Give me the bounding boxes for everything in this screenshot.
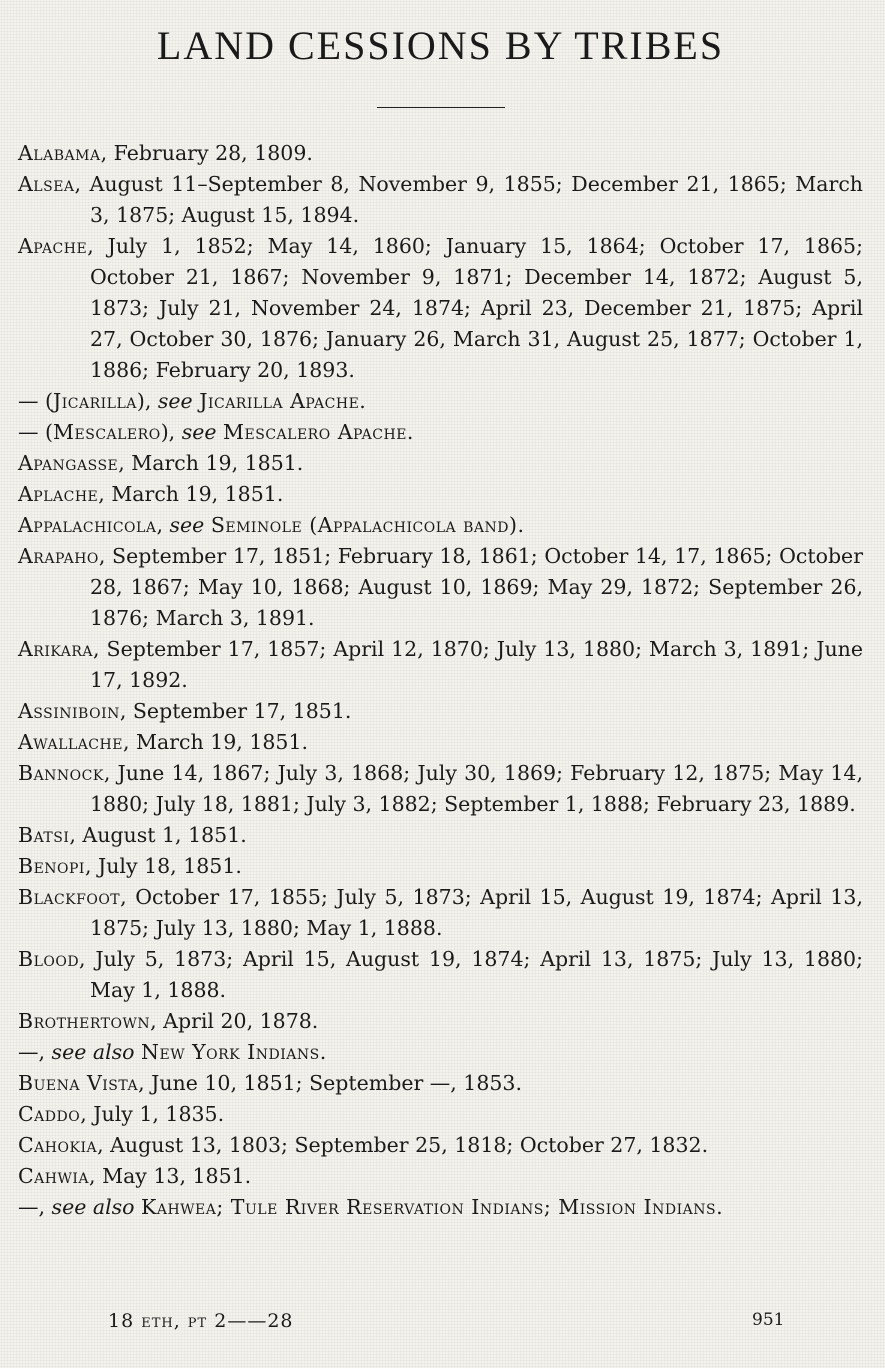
tribe-name: Cahokia (18, 1133, 98, 1157)
tribe-name: Assiniboin (18, 699, 120, 723)
entry (18, 1130, 863, 1161)
tribe-name: Arikara (18, 637, 94, 661)
tribe-name: Arapaho (18, 544, 99, 568)
cession-dates: , May 13, 1851. (89, 1164, 252, 1188)
cession-dates: , October 17, 1855; July 5, 1873; April 15, August 19, 1874; April 13, 1875; July 13, 1880; May 1, 1888. (90, 885, 863, 940)
tribe-name: Caddo (18, 1102, 81, 1126)
entry-dash: — ( (18, 420, 54, 444)
cession-dates: . (359, 389, 366, 413)
tribe-name: Buena Vista (18, 1071, 139, 1095)
tribe-name: Apache (18, 234, 88, 258)
entry (18, 448, 863, 479)
tribe-name: Benopi (18, 854, 85, 878)
tribe-name: Apangasse (18, 451, 119, 475)
entry (18, 169, 863, 231)
cession-dates: , June 10, 1851; September —, 1853. (138, 1071, 522, 1095)
entry-dash: — ( (18, 389, 54, 413)
tribe-name: Blackfoot (18, 885, 121, 909)
tribe-name: Alabama (18, 141, 101, 165)
cession-dates: , July 18, 1851. (84, 854, 242, 878)
entry (18, 1006, 863, 1037)
cession-dates: , April 20, 1878. (150, 1009, 319, 1033)
cession-dates: , September 17, 1857; April 12, 1870; July 13, 1880; March 3, 1891; June 17, 1892. (90, 637, 863, 692)
entry (18, 634, 863, 696)
cession-dates: , March 19, 1851. (118, 451, 304, 475)
tribe-name: Brothertown (18, 1009, 151, 1033)
cession-dates: , February 28, 1809. (100, 141, 313, 165)
entry (18, 820, 863, 851)
entry-list (18, 138, 863, 1223)
entry (18, 417, 863, 448)
see-reference: see (157, 389, 193, 413)
cross-reference: Jicarilla Apache (199, 389, 360, 413)
cession-dates: , August 11–September 8, November 9, 1855; December 21, 1865; March 3, 1875; August 15, 1894. (74, 172, 863, 227)
entry (18, 510, 863, 541)
entry (18, 138, 863, 169)
cession-dates: . (517, 513, 525, 537)
entry (18, 1192, 863, 1223)
entry (18, 386, 863, 417)
cross-reference: Kahwea; Tule River Reservation Indians; Mission Indians (141, 1195, 717, 1219)
entry (18, 231, 863, 386)
tribe-name: Cahwia (18, 1164, 90, 1188)
cession-dates: . (406, 420, 414, 444)
tribe-name: Jicarilla (53, 389, 137, 413)
cession-dates: , August 1, 1851. (69, 823, 247, 847)
signature-mark: 18 eth, pt 2——28 (108, 1310, 294, 1332)
cession-dates: , July 5, 1873; April 15, August 19, 1874; April 13, 1875; July 13, 1880; May 1, 1888. (79, 947, 863, 1002)
cession-dates: , March 19, 1851. (122, 730, 309, 754)
see-reference: see (169, 513, 205, 537)
entry-dash: —, (18, 1195, 52, 1219)
entry (18, 851, 863, 882)
cession-dates: , July 1, 1835. (80, 1102, 225, 1126)
entry (18, 1161, 863, 1192)
cession-dates: , August 13, 1803; September 25, 1818; October 27, 1832. (97, 1133, 709, 1157)
page-footer (0, 1310, 885, 1340)
entry (18, 944, 863, 1006)
see-reference: see also (51, 1040, 135, 1064)
cross-reference: Seminole (Appalachicola band) (210, 513, 518, 537)
entry-punct: , (156, 513, 170, 537)
tribe-name: Alsea (18, 172, 75, 196)
entry (18, 541, 863, 634)
tribe-name: Batsi (18, 823, 70, 847)
cession-dates: . (319, 1040, 327, 1064)
see-reference: see also (51, 1195, 135, 1219)
entry (18, 727, 863, 758)
entry (18, 696, 863, 727)
entry (18, 758, 863, 820)
tribe-name: Awallache (18, 730, 123, 754)
cession-dates: , September 17, 1851. (119, 699, 352, 723)
tribe-name: Mescalero (53, 420, 161, 444)
entry-punct: ), (136, 389, 158, 413)
tribe-name: Appalachicola (18, 513, 157, 537)
cession-dates: , March 19, 1851. (98, 482, 284, 506)
entry (18, 1099, 863, 1130)
cross-reference: Mescalero Apache (223, 420, 407, 444)
cross-reference: New York Indians (141, 1040, 320, 1064)
entry (18, 479, 863, 510)
tribe-name: Aplache (18, 482, 99, 506)
entry (18, 882, 863, 944)
tribe-name: Bannock (18, 761, 104, 785)
cession-dates: , September 17, 1851; February 18, 1861; October 14, 17, 1865; October 28, 1867; May 10, 1868; August 10, 1869; May 29, 1872; September 26, 1876; March 3, 1891. (90, 544, 863, 630)
cession-dates: . (716, 1195, 723, 1219)
entry (18, 1068, 863, 1099)
entry-punct: ), (160, 420, 182, 444)
cession-dates: , June 14, 1867; July 3, 1868; July 30, 1869; February 12, 1875; May 14, 1880; July 18, 1881; July 3, 1882; September 1, 1888; February 23, 1889. (90, 761, 863, 816)
cession-dates: , July 1, 1852; May 14, 1860; January 15, 1864; October 17, 1865; October 21, 1867; November 9, 1871; December 14, 1872; August 5, 1873; July 21, November 24, 1874; April 23, December 21, 1875; April 27, October 30, 1876; January 26, March 31, August 25, 1877; October 1, 1886; February 20, 1893. (87, 234, 863, 382)
title-rule (377, 107, 505, 108)
page-number: 951 (752, 1310, 785, 1330)
page-title: LAND CESSIONS BY TRIBES (156, 23, 725, 68)
see-reference: see (181, 420, 217, 444)
tribe-name: Blood (18, 947, 80, 971)
entry (18, 1037, 863, 1068)
entry-dash: —, (18, 1040, 52, 1064)
